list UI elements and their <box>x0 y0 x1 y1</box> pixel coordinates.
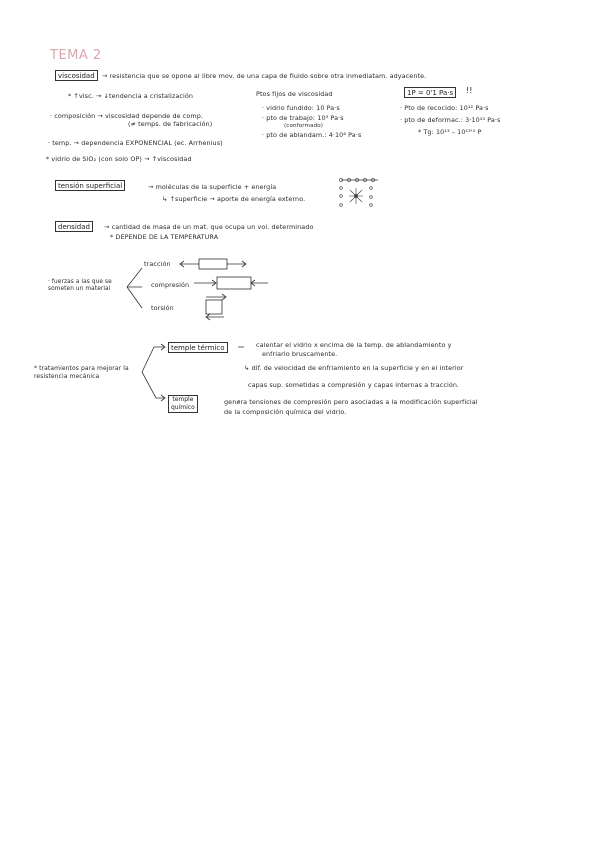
density-line-2: * DEPENDE DE LA TEMPERATURA <box>110 233 219 241</box>
treatments-root: * tratamientos para mejorar la resistencia mecánica <box>34 365 129 380</box>
treatments-bracket <box>142 347 164 398</box>
fixed-point-note: (conformado) <box>284 123 324 129</box>
poise-conversion-box: 1P = 0'1 Pa·s <box>404 87 456 98</box>
force-torsion: torsión <box>151 304 174 312</box>
chemical-temper-label-1: temple <box>172 396 194 403</box>
thermal-temper-box: temple térmico <box>168 342 228 353</box>
thermal-line-4: capas sup. sometidas a compresión y capas internas a tracción. <box>248 381 460 389</box>
fixed-point-item: · vidrio fundido: 10 Pa·s <box>262 104 340 112</box>
force-traction: tracción <box>144 260 171 268</box>
surface-tension-label-box: tensión superficial <box>55 180 125 191</box>
right-point-item: * Tg: 10¹³ – 10¹³'⁵ P <box>418 128 482 136</box>
page-title: TEMA 2 <box>50 48 102 63</box>
viscosity-crystallization: * ↑visc. → ↓tendencia a cristalización <box>68 92 194 100</box>
viscosity-composition: · composición → viscosidad depende de comp. <box>50 112 204 120</box>
viscosity-temperature: · temp. → dependencia EXPONENCIAL (ec. Arrhenius) <box>48 139 223 147</box>
thermal-line-3: ↳ dif. de velocidad de enfriamiento en la superficie y en el interior <box>244 364 464 372</box>
thermal-line-1: calentar el vidrio x encima de la temp. de ablandamiento y <box>256 341 452 349</box>
chemical-temper-box <box>168 395 198 413</box>
forces-root: · fuerzas a las que se someten un material <box>48 279 112 292</box>
viscosity-composition-note: (≠ temps. de fabricación) <box>128 120 213 128</box>
viscosity-definition: → resistencia que se opone al libre mov. de una capa de fluido sobre otra inmediatam. adyacente. <box>102 72 427 80</box>
chemical-line-2: de la composición química del vidrio. <box>224 408 347 416</box>
density-label-box: densidad <box>55 221 93 232</box>
surface-tension-line-2: ↳ ↑superficie → aporte de energía externo. <box>162 195 306 203</box>
density-line-1: → cantidad de masa de un mat. que ocupa un vol. determinado <box>104 223 314 231</box>
fixed-point-item: · pto de trabajo: 10³ Pa·s <box>262 114 344 122</box>
molecule-diagram <box>339 178 374 206</box>
thermal-line-2: enfriarlo bruscamente. <box>262 350 338 358</box>
fixed-point-item: · pto de ablandam.: 4·10⁶ Pa·s <box>262 131 362 139</box>
viscosity-sio2: * vidrio de SiO₂ (con solo OP) → ↑viscosidad <box>46 155 192 163</box>
force-compression: compresión <box>151 281 190 289</box>
chemical-line-1: genera tensiones de compresión pero asociadas a la modificación superficial <box>224 398 478 406</box>
chemical-temper-label-2: químico <box>171 404 195 411</box>
fixed-points-title: Ptos fijos de viscosidad <box>256 90 333 98</box>
viscosity-label-box: viscosidad <box>55 70 98 81</box>
right-point-item: · Pto de recocido: 10¹² Pa·s <box>400 104 489 112</box>
emphasis-mark: !! <box>466 86 473 95</box>
right-point-item: · pto de deformac.: 3·10¹³ Pa·s <box>400 116 501 124</box>
surface-tension-line-1: → moléculas de la superficie + energía <box>148 183 277 191</box>
